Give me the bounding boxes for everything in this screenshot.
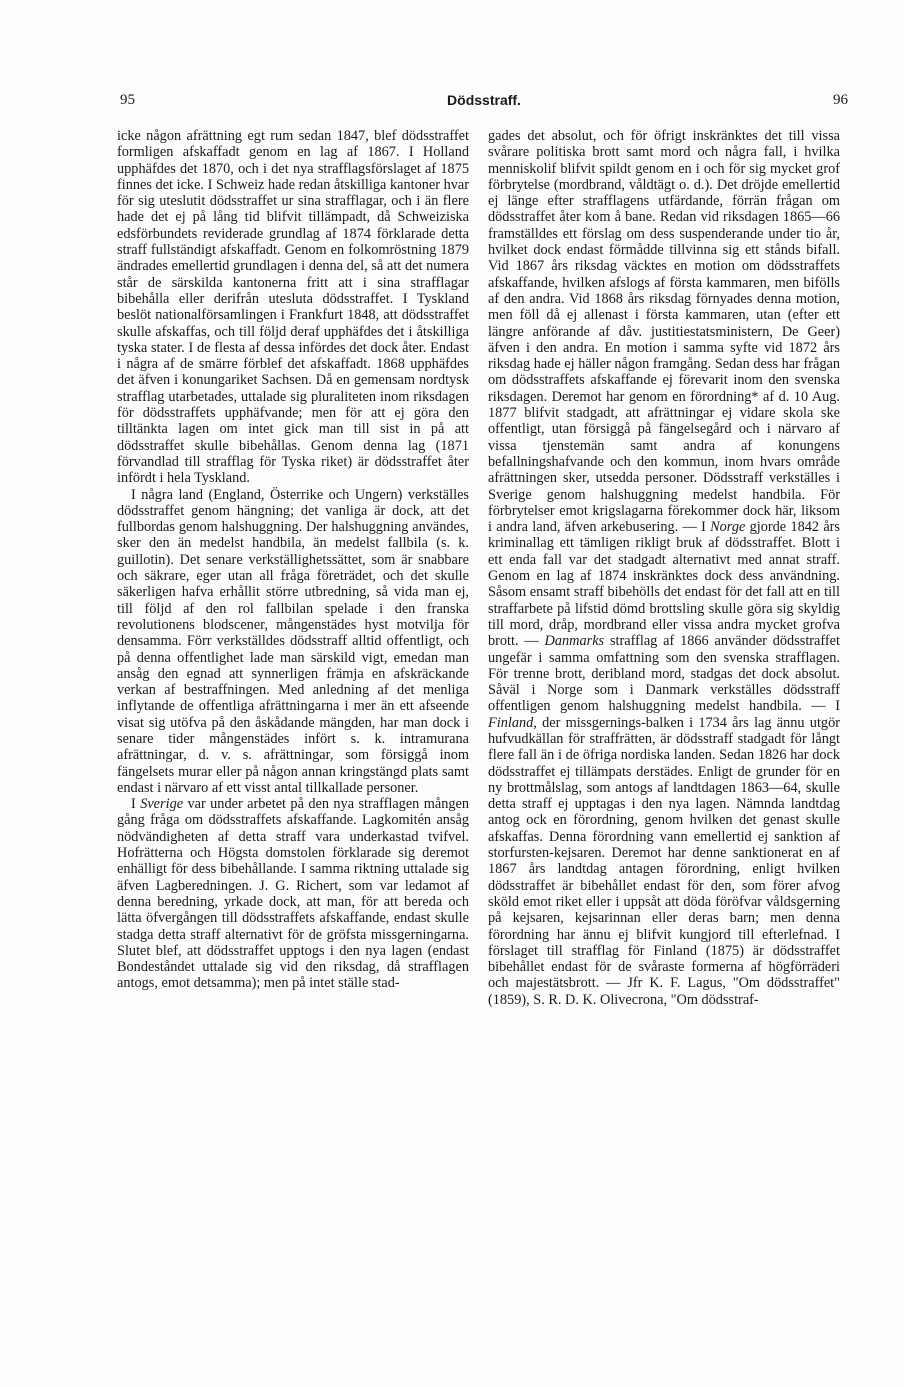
emphasis-finland: Finland, [488, 714, 537, 731]
text-run: der missgernings-balken i 1734 års lag ännu utgör hufvudkällan för straffrätten, är dödsstraff stadgadt för långt flere fall än i de öfriga nordiska landen. Sedan 1826 har dock dödsstraffet ej tillämpats derstädes. Enligt de grunder för en ny brottmålslag, som antogs af landtdagen 1863—64, skulle detta straff ej upptagas i den nya lagen. Nämnda landtdag antog ock en förordning, genom hvilken det genast skulle afskaffas. Denna förordning vann emellertid ej sanktion af storfursten-kejsaren. Deremot har denne sanktionerat en af 1867 års landtdag antagen förordning, enligt hvilken dödsstraffet är bibehållet endast för den, som förer afvog sköld emot riket eller i uppsåt att döda föröfvar våldsgerning på kejsaren, kejsarinnan eller deras barn; men denna förordning har ännu ej blifvit kungjord till efterlefnad. I förslaget till strafflag för Finland (1875) är dödsstraffet bibehållet endast för de svåraste formerna af högförräderi och majestätsbrott. — Jfr K. F. Lagus, "Om dödsstraffet" (1859), S. R. D. K. Olivecrona, "Om dödsstraf- [488, 714, 840, 1008]
page-number-left: 95 [120, 92, 135, 108]
left-column [117, 128, 469, 992]
text-run: I [131, 796, 141, 813]
emphasis-danmark: Danmarks [544, 633, 605, 650]
text-run: gjorde 1842 års kriminallag ett tämligen rikligt bruk af dödsstraffet. Blott i ett enda fall var det stadgadt alternativt med annat straff. Genom en lag af 1874 inskränktes dock dess användning. Såsom ensamt straff bibehölls det endast för det fall att en till straffarbete på lifstid dömd brottsling skulle göra sig skyldig till mord, dråp, mordbrand eller vissa andra mycket grofva brott. — [488, 519, 840, 650]
emphasis-norge: Norge [710, 519, 746, 536]
text-run: var under arbetet på den nya strafflagen mången gång fråga om dödsstraffets afskaffande. Lagkomitén ansåg nödvändigheten af detta straff vara underkastad tvifvel. Hofrätterna och Högsta domstolen förklarade sig deremot enhälligt för dess bibehållande. I samma riktning uttalade sig äfven Lagberedningen. J. G. Richert, som var ledamot af denna beredning, yrkade dock, att man, för att bereda och lätta öfvergången till dödsstraffets afskaffande, endast skulle stadga detta straff alternativt för de gröfsta missgerningarna. Slutet blef, att dödsstraffet upptogs i den nya lagen (endast Bondeståndet uttalade sig vid den riksdag, då strafflagen antogs, emot detsamma); men på intet ställe stad- [117, 796, 469, 992]
paragraph: icke någon afrättning egt rum sedan 1847, blef dödsstraffet formligen afskaffadt genom en lag af 1867. I Holland upphäfdes det 1870, och i det nya strafflagsförslaget af 1875 finnes det icke. I Schweiz hade redan åtskilliga kantoner hvar för sig uteslutit dödsstraffet ur sina strafflagar, och i än flere hade det ej på lång tid blifvit tillämpadt, då Schweiziska edsförbundets reviderade grundlag af 1874 förklarade detta straff fullständigt afskaffadt. Genom en folkomröstning 1879 ändrades emellertid grundlagen i denna del, så att det numera står de särskilda kantonerna fritt att i sina strafflagar bibehålla eller derifrån utesluta dödsstraffet. I Tyskland beslöt nationalförsamlingen i Frankfurt 1848, att dödsstraffet skulle afskaffas, och till följd deraf upphäfdes det i åtskilliga tyska stater. I de flesta af dessa infördes det dock åter. Endast i några af de smärre förblef det afskaffadt. 1868 upphäfdes det äfven i konungariket Sachsen. Då en gemensam nordtysk strafflag utarbetades, uttalade sig pluraliteten inom riksdagen för dödsstraffets upphäfvande; men för att ej göra den tilltänkta lagen om intet gick man till sist in på att dödsstraffet skulle bibehållas. Genom denna lag (1871 förvandlad till strafflag för Tyska riket) är dödsstraffet åter infördt i hela Tyskland. [117, 128, 469, 487]
right-column [488, 128, 840, 1008]
page-header [120, 92, 848, 112]
text-run: strafflag af 1866 använder dödsstraffet ungefär i samma omfattning som den svenska strafflagen. För trenne brott, deribland mord, stadgas det dock absolut. Såväl i Norge som i Danmark verkställes dödsstraff offentligen genom halshuggning medelst handbila. — I [488, 633, 840, 715]
paragraph: I några land (England, Österrike och Ungern) verkställes dödsstraffet genom hängning; det vanliga är dock, att det fullbordas genom halshuggning. Der halshuggning användes, sker den än medelst handbila, än medelst fallbila (s. k. guillotin). Det senare verkställighetssättet, som är snabbare och säkrare, eger utan all fråga företrädet, och det skulle säkerligen hafva erhållit större utbredning, så vida man ej, till följd af den rol fallbilan spelade i den franska revolutionens blodscener, mångenstädes hyst motvilja för densamma. Förr verkställdes dödsstraff alltid offentligt, och på denna offentlighet lade man särskild vigt, emedan man ansåg den egnad att synnerligen främja en afskräckande verkan af bestraffningen. Med anledning af det menliga inflytande de offentliga afrättningarna i mer än ett afseende visat sig utöfva på den åskådande mängden, har man dock i senare tider mångenstädes infört s. k. intramurana afrättningar, d. v. s. afrättningar, som försiggå inom fängelsets murar eller på någon annan kringstängd plats samt endast i närvaro af ett visst antal tillkallade personer. [117, 486, 469, 796]
text-run: gades det absolut, och för öfrigt inskränktes det till vissa svårare politiska brott samt mord och några fall, i hvilka menniskolif blifvit spildt genom en i och för sig mycket grof förbrytelse (mordbrand, våldtägt o. d.). Det dröjde emellertid ej länge efter strafflagens utfärdande, förrän frågan om dödsstraffet åter kom å bane. Redan vid riksdagen 1865—66 framställdes ett förslag om dess suspenderande under tio år, hvilket dock endast förmådde tillvinna sig ett stånds bifall. Vid 1867 års riksdag väcktes en motion om dödsstraffets afskaffande, hvilken afslogs af första kammaren, men bifölls af den andra. Vid 1868 års riksdag förnyades denna motion, men föll då ej allenast i första kammaren, utan (efter ett längre anförande af dåv. justitiestatsministern, De Geer) äfven i den andra. En motion i samma syfte vid 1872 års riksdag hade ej häller någon framgång. Sedan dess har frågan om dödsstraffets afskaffande ej förevarit inom den svenska riksdagen. Deremot har genom en förordning* af d. 10 Aug. 1877 blifvit stadgadt, att afrättningar ej vidare skola ske offentligt, utan försiggå på fängelsegård och i närvaro af vissa tjenstemän samt andra af konungens befallningshafvande och den kommun, inom hvars område afrättningen sker, utsedda personer. Dödsstraff verkställes i Sverige genom halshuggning medelst handbila. För förbrytelser emot krigslagarna förekommer dock här, liksom i andra land, äfven arkebusering. — I [488, 128, 840, 536]
paragraph [117, 796, 469, 992]
paragraph [488, 128, 840, 1008]
running-title: Dödsstraff. [447, 92, 521, 108]
page-number-right: 96 [833, 92, 848, 108]
emphasis-sverige: Sverige [140, 796, 184, 813]
